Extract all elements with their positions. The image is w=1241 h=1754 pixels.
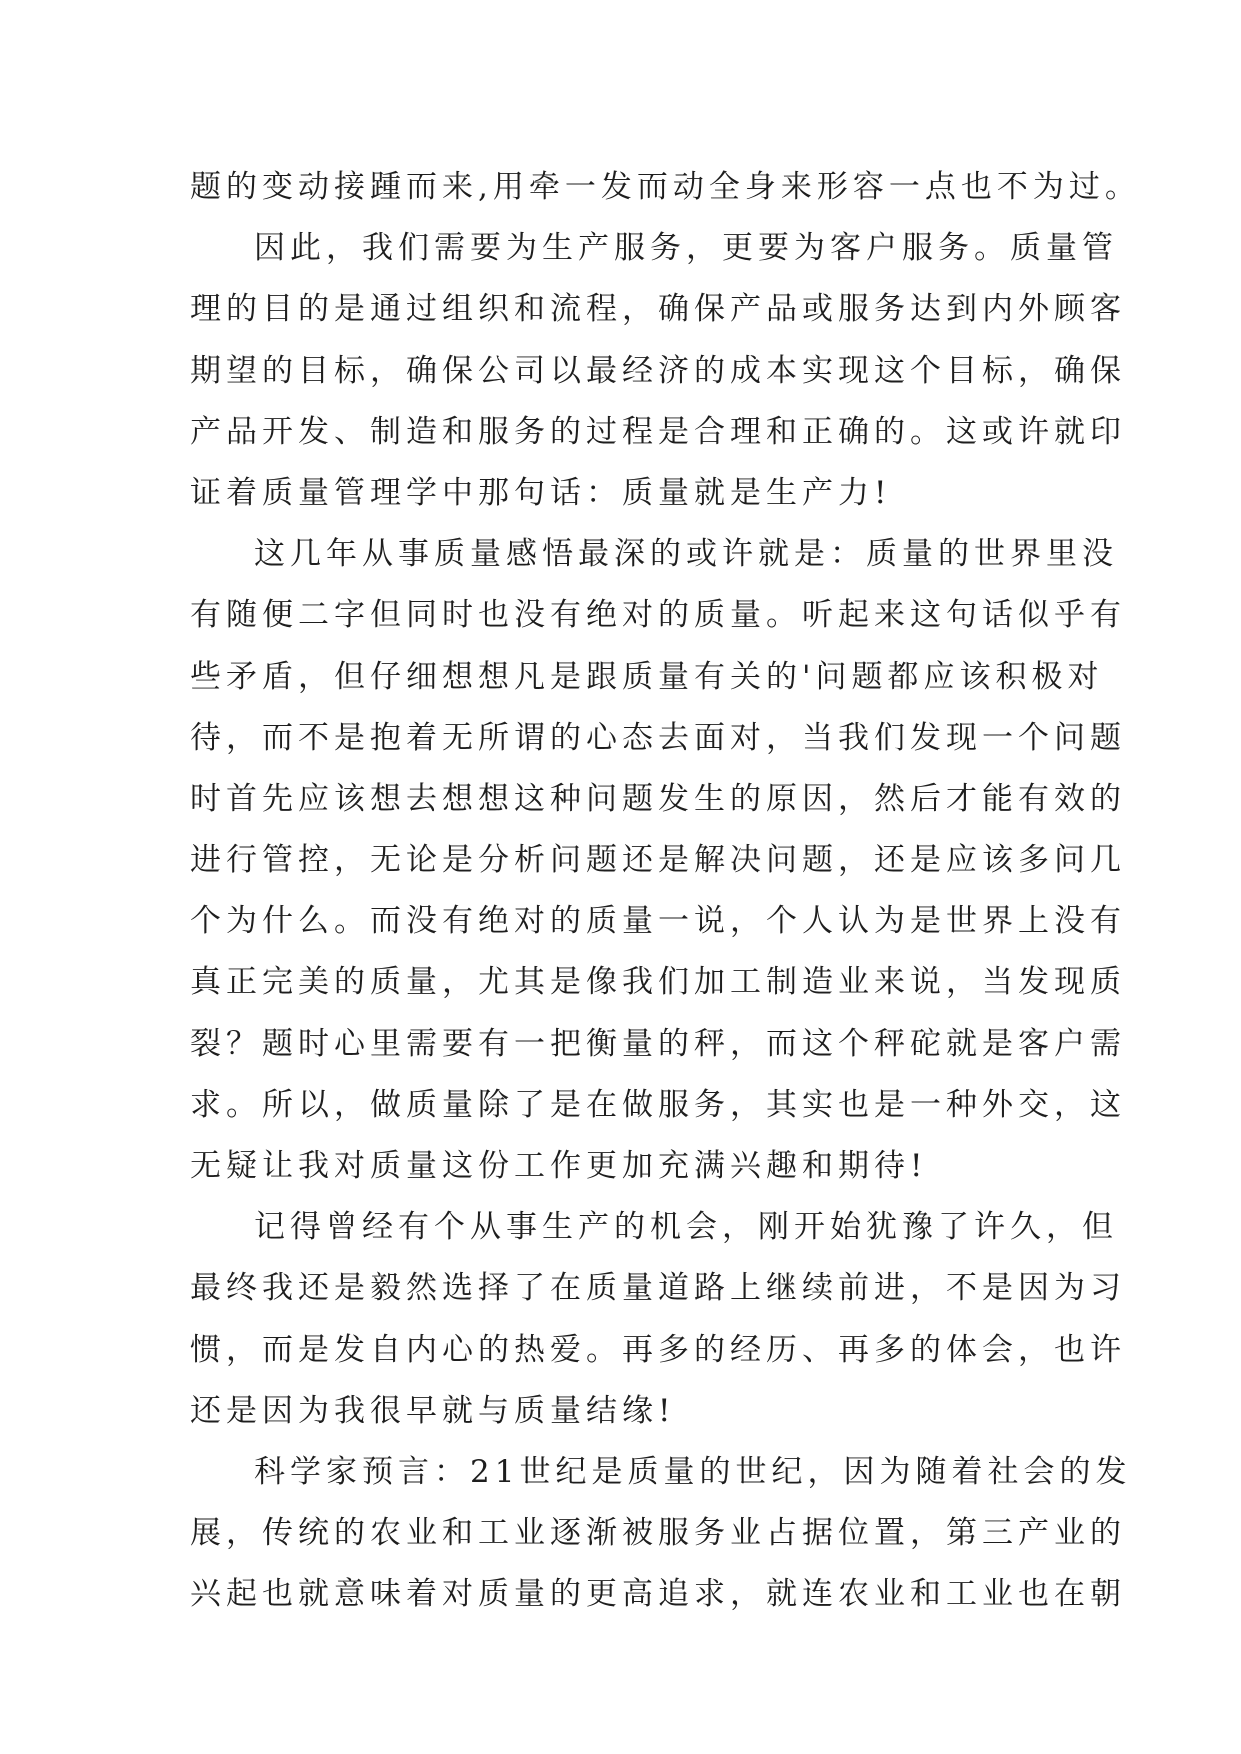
text-line: 真正完美的质量，尤其是像我们加工制造业来说，当发现质 [190,964,1126,1001]
paragraph-first-line: 这几年从事质量感悟最深的或许就是：质量的世界里没 [254,536,1118,573]
text-line: 惯，而是发自内心的热爱。再多的经历、再多的体会，也许 [190,1331,1126,1368]
body-text [190,157,1141,1626]
text-line: 期望的目标，确保公司以最经济的成本实现这个目标，确保 [190,352,1126,389]
text-line: 展，传统的农业和工业逐渐被服务业占据位置，第三产业的 [190,1515,1126,1552]
text-line: 求。所以，做质量除了是在做服务，其实也是一种外交，这 [190,1086,1126,1123]
text-line: 个为什么。而没有绝对的质量一说，个人认为是世界上没有 [190,903,1126,940]
text-line: 有随便二字但同时也没有绝对的质量。听起来这句话似乎有 [190,597,1126,634]
text-line: 证着质量管理学中那句话：质量就是生产力! [190,474,892,511]
paragraph-first-line: 记得曾经有个从事生产的机会，刚开始犹豫了许久，但 [254,1209,1118,1246]
text-line: 无疑让我对质量这份工作更加充满兴趣和期待! [190,1148,928,1184]
text-line: 裂？题时心里需要有一把衡量的秤，而这个秤砣就是客户需 [190,1025,1126,1062]
text-line: 兴起也就意味着对质量的更高追求，就连农业和工业也在朝 [190,1576,1126,1613]
text-line: 还是因为我很早就与质量结缘! [190,1392,676,1429]
paragraph-first-line: 科学家预言：21世纪是质量的世纪，因为随着社会的发 [254,1453,1132,1490]
text-line: 产品开发、制造和服务的过程是合理和正确的。这或许就印 [190,413,1126,450]
paragraph-first-line: 因此，我们需要为生产服务，更要为客户服务。质量管 [254,230,1118,267]
text-line: 进行管控，无论是分析问题还是解决问题，还是应该多问几 [190,842,1126,879]
text-line: 些矛盾，但仔细想想凡是跟质量有关的'问题都应该积极对 [190,658,1104,695]
text-line: 时首先应该想去想想这种问题发生的原因，然后才能有效的 [190,780,1126,817]
text-line: 待，而不是抱着无所谓的心态去面对，当我们发现一个问题 [190,719,1126,756]
text-line: 理的目的是通过组织和流程，确保产品或服务达到内外顾客 [190,291,1126,328]
text-line: 最终我还是毅然选择了在质量道路上继续前进，不是因为习 [190,1270,1126,1307]
text-line: 题的变动接踵而来,用牵一发而动全身来形容一点也不为过。 [190,169,1141,205]
